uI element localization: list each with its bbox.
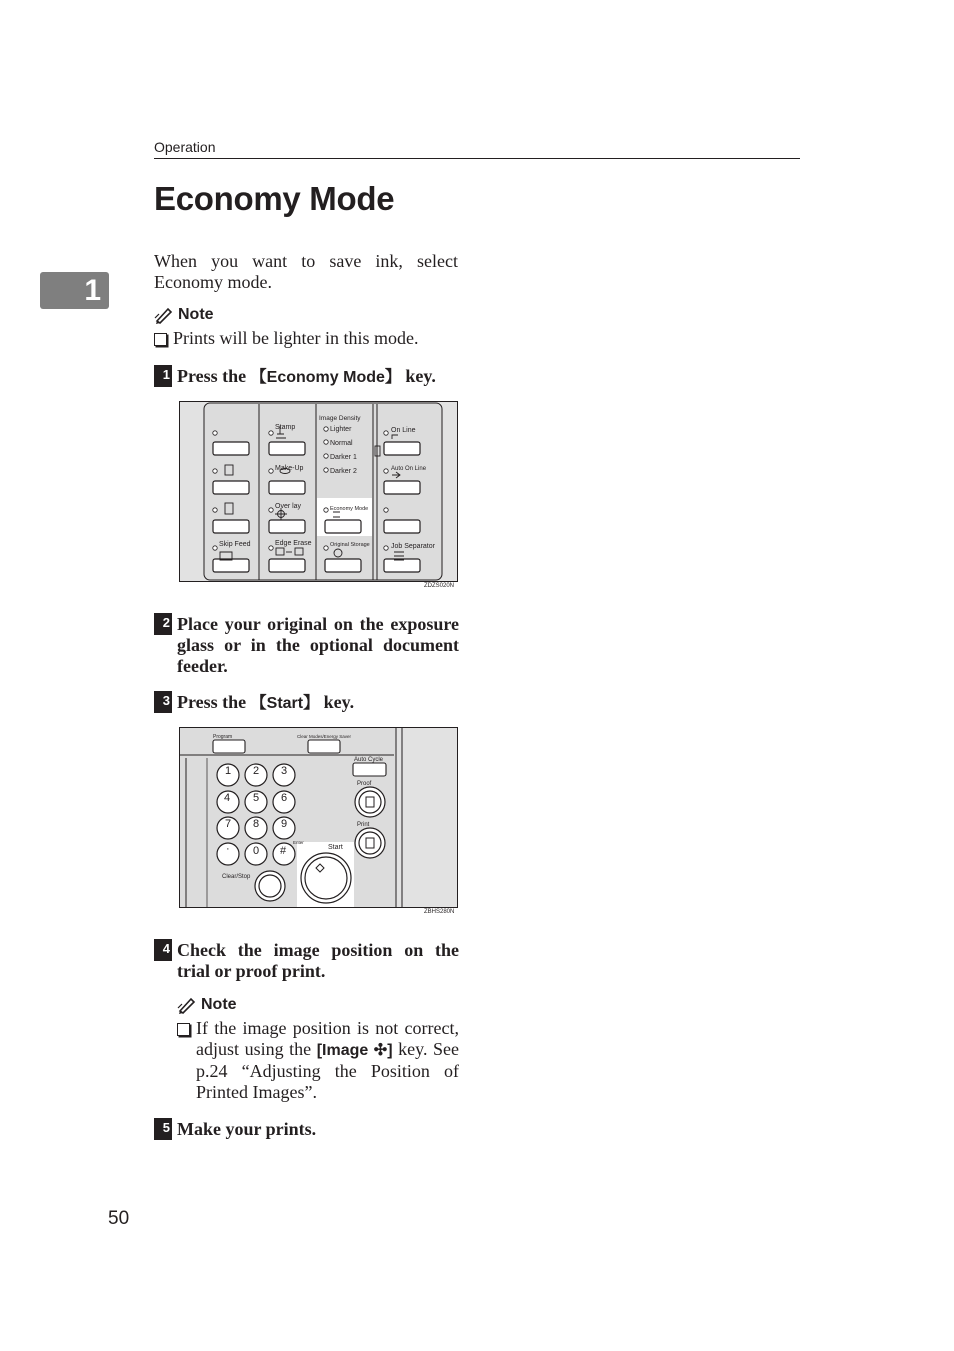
- label-image-density: Image Density: [319, 415, 361, 422]
- label-darker1: Darker 1: [330, 454, 357, 461]
- label-proof: Proof: [357, 781, 372, 787]
- pencil-icon: [177, 996, 197, 1014]
- keypad-illustration: [179, 727, 458, 908]
- figure-code: ZDZS020N: [424, 583, 455, 589]
- keypad-drawing: [180, 728, 457, 907]
- step-1: [154, 366, 436, 388]
- key-dot: ·: [226, 843, 230, 855]
- label-auto-on-line: Auto On Line: [391, 466, 427, 472]
- label-enter: Enter: [293, 840, 304, 845]
- step-number: 4: [154, 939, 172, 961]
- label-normal: Normal: [330, 440, 353, 447]
- step-3: [154, 692, 354, 714]
- step-5: [154, 1119, 316, 1140]
- key-1: 1: [225, 765, 232, 777]
- key-hash: #: [280, 845, 287, 857]
- step-2: [154, 614, 459, 677]
- header-rule: [154, 158, 800, 159]
- note-block: [177, 996, 459, 1103]
- key-7: 7: [225, 818, 232, 830]
- key-3: 3: [281, 765, 288, 777]
- label-original-storage: Original Storage: [330, 542, 370, 548]
- key-0: 0: [253, 845, 260, 857]
- control-panel-illustration: [179, 401, 458, 582]
- step-text: Press the 【Start】 key.: [177, 692, 355, 712]
- chapter-tab: 1: [40, 272, 109, 309]
- label-lighter: Lighter: [330, 426, 352, 433]
- label-program: Program: [213, 734, 233, 740]
- key-9: 9: [281, 818, 288, 830]
- label-makeup: Make-Up: [275, 465, 304, 472]
- label-clear-stop: Clear/Stop: [222, 874, 251, 880]
- step-text: Press the 【Economy Mode】 key.: [177, 366, 436, 386]
- label-overlay: Over lay: [275, 503, 302, 510]
- running-header: Operation: [154, 139, 216, 155]
- label-edge-erase: Edge Erase: [275, 540, 312, 547]
- note-heading: Note: [177, 996, 459, 1014]
- label-print: Print: [357, 822, 370, 828]
- label-economy-mode: Economy Mode: [330, 506, 369, 512]
- page-title: Economy Mode: [154, 180, 395, 217]
- note-block: [154, 306, 464, 349]
- key-5: 5: [253, 792, 260, 804]
- figure-code: ZBHS280N: [424, 909, 455, 915]
- label-darker2: Darker 2: [330, 468, 357, 475]
- checkbox-bullet-icon: [177, 1023, 190, 1036]
- label-stamp: Stamp: [275, 424, 296, 431]
- step-number: 2: [154, 613, 172, 635]
- step-number: 3: [154, 691, 172, 713]
- key-8: 8: [253, 818, 260, 830]
- panel-drawing: [180, 402, 457, 581]
- page-number: 50: [108, 1208, 130, 1229]
- step-number: 5: [154, 1118, 172, 1140]
- label-on-line: On Line: [391, 427, 416, 434]
- checkbox-bullet-icon: [154, 333, 167, 346]
- step-number: 1: [154, 365, 172, 387]
- step-text: Make your prints.: [177, 1119, 317, 1139]
- pencil-icon: [154, 306, 174, 324]
- step-text: Place your original on the exposure glass or in the optional document feeder.: [177, 614, 459, 676]
- label-clear-modes: Clear Modes/Energy Saver: [297, 734, 352, 739]
- label-start: Start: [328, 844, 343, 851]
- intro-paragraph: When you want to save ink, select Economy mode.: [154, 251, 458, 292]
- note-item: If the image position is not correct, adjust using the [Image ✣] key. See p.24 “Adjusting the Position of Printed Images”.: [177, 1018, 459, 1103]
- step-4: [154, 940, 459, 982]
- key-6: 6: [281, 792, 288, 804]
- note-heading: Note: [154, 306, 464, 324]
- key-2: 2: [253, 765, 260, 777]
- key-4: 4: [224, 792, 231, 804]
- label-job-separator: Job Separator: [391, 543, 435, 550]
- note-item: Prints will be lighter in this mode.: [154, 328, 464, 349]
- step-text: Check the image position on the trial or proof print.: [177, 940, 459, 981]
- label-skip-feed: Skip Feed: [219, 541, 251, 548]
- label-auto-cycle: Auto Cycle: [354, 757, 384, 763]
